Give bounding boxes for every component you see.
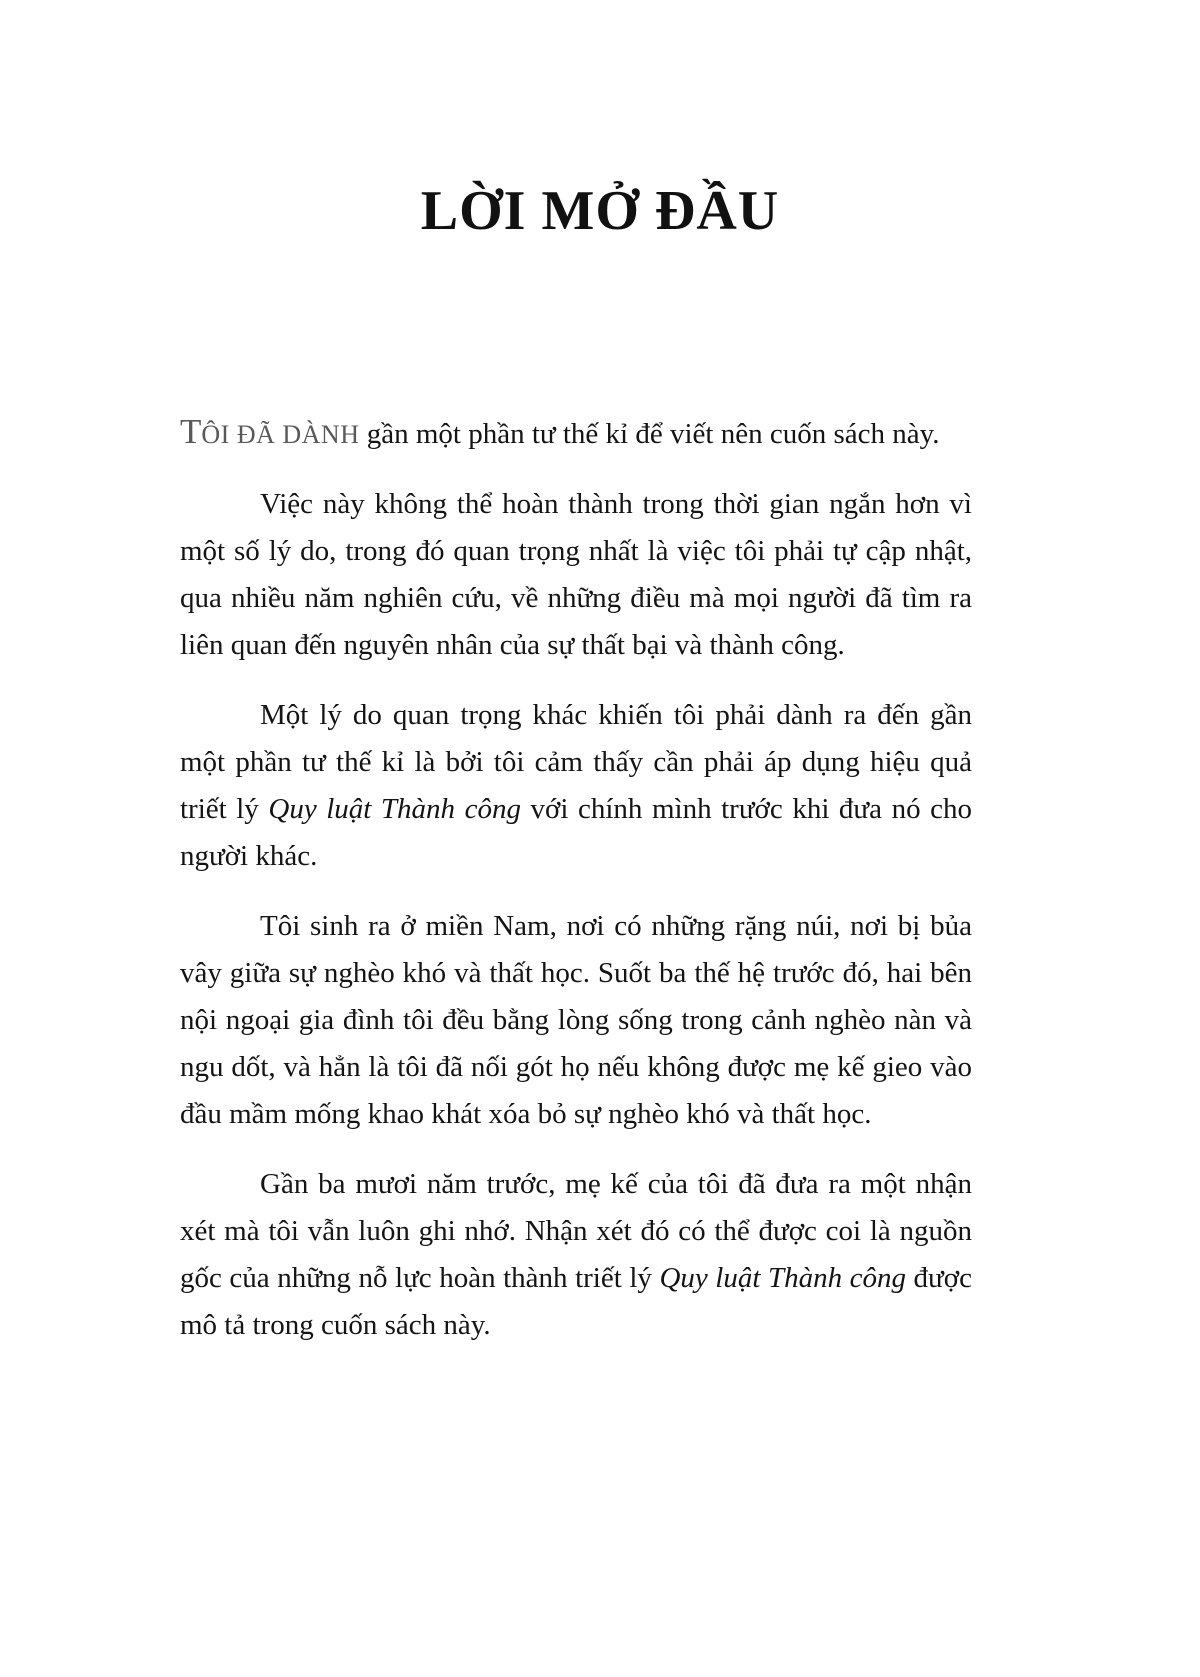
- paragraph: [180, 408, 972, 458]
- paragraph: [180, 903, 972, 1138]
- text-run: Gần ba mươi năm trước, mẹ kế của tôi đã đưa ra một nhận xét mà tôi vẫn luôn ghi nhớ. Nhận xét đó có thể được coi là nguồn gốc của những nỗ lực hoàn thành triết lý: [180, 1168, 972, 1294]
- paragraph: [180, 1161, 972, 1349]
- leadin-text: T: [180, 412, 202, 451]
- paragraph: [180, 692, 972, 880]
- text-run: Một lý do quan trọng khác khiến tôi phải dành ra đến gần một phần tư thế kỉ là bởi tôi cảm thấy cần phải áp dụng hiệu quả triết lý: [180, 699, 972, 825]
- text-run: Tôi sinh ra ở miền Nam, nơi có những rặng núi, nơi bị bủa vây giữa sự nghèo khó và thất học. Suốt ba thế hệ trước đó, hai bên nội ngoại gia đình tôi đều bằng lòng sống trong cảnh nghèo nàn và ngu dốt, và hẳn là tôi đã nối gót họ nếu không được mẹ kế gieo vào đầu mầm mống khao khát xóa bỏ sự nghèo khó và thất học.: [180, 910, 972, 1130]
- paragraph: [180, 481, 972, 669]
- content: [180, 408, 972, 1349]
- book-title-italic: Quy luật Thành công: [659, 1262, 906, 1294]
- leadin-text: ÔI ĐÃ DÀNH: [201, 420, 360, 449]
- text-run: được mô tả trong cuốn sách này.: [180, 1262, 972, 1341]
- text-run: với chính mình trước khi đưa nó cho người khác.: [180, 793, 972, 872]
- page-title: LỜI MỞ ĐẦU: [420, 180, 780, 242]
- book-title-italic: Quy luật Thành công: [268, 793, 521, 825]
- text-run: Việc này không thể hoàn thành trong thời gian ngắn hơn vì một số lý do, trong đó quan trọng nhất là việc tôi phải tự cập nhật, qua nhiều năm nghiên cứu, về những điều mà mọi người đã tìm ra liên quan đến nguyên nhân của sự thất bại và thành công.: [180, 488, 972, 661]
- text-run: gần một phần tư thế kỉ để viết nên cuốn sách này.: [359, 418, 940, 450]
